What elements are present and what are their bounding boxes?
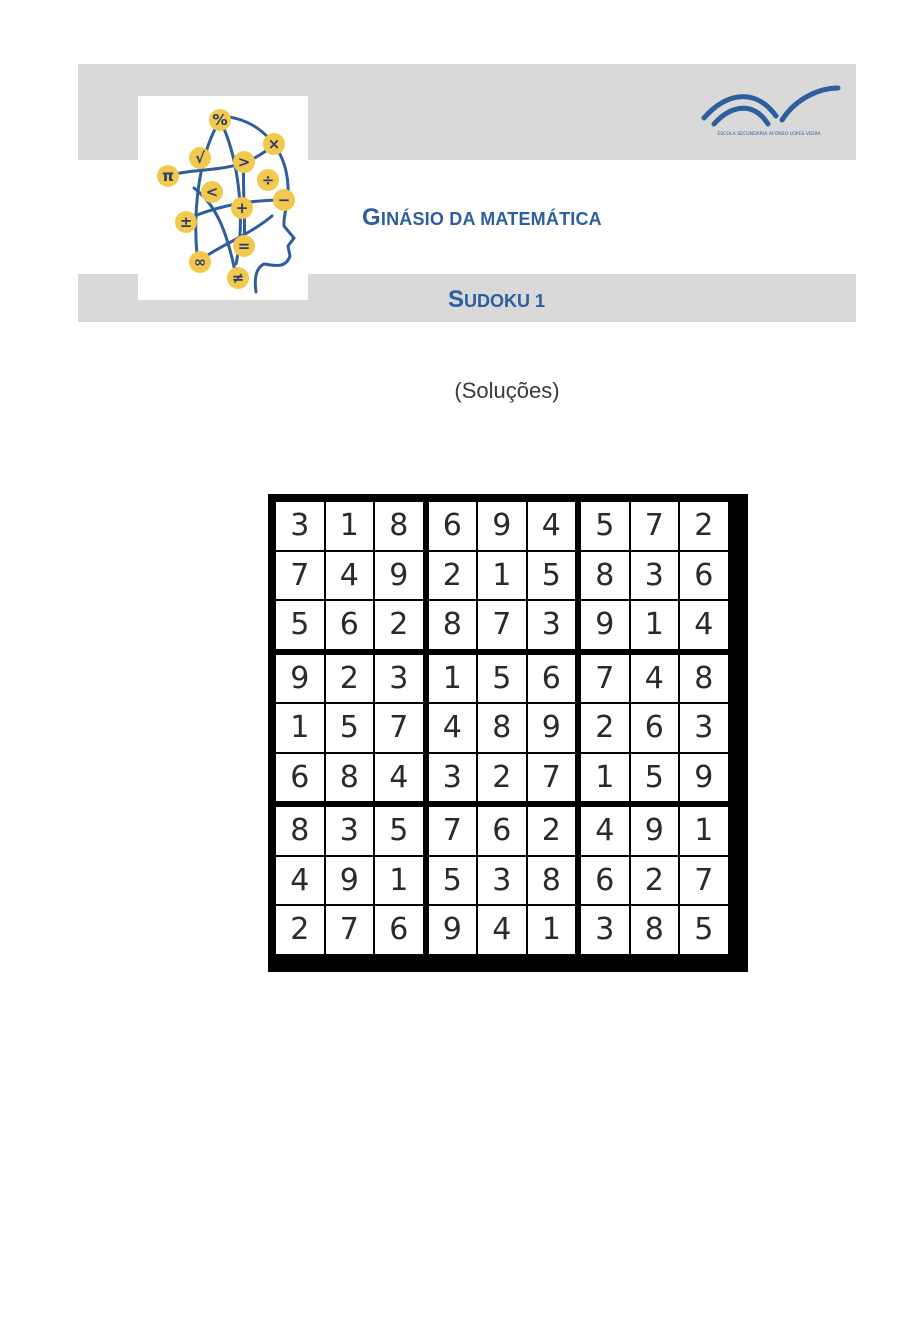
sudoku-cell-r7c5: 6 bbox=[478, 807, 526, 855]
sudoku-cell-r8c6: 8 bbox=[528, 857, 576, 905]
school-name-text: ESCOLA SECUNDÁRIA AFONSO LOPES VIEIRA bbox=[717, 132, 821, 137]
sudoku-cell-r4c4: 1 bbox=[429, 655, 477, 703]
logo-symbol-4: ÷ bbox=[261, 171, 275, 189]
sudoku-cell-r2c2: 4 bbox=[326, 552, 374, 600]
sudoku-cell-r1c5: 9 bbox=[478, 502, 526, 550]
sudoku-cell-r5c4: 4 bbox=[429, 704, 477, 752]
sudoku-cell-r6c6: 7 bbox=[528, 754, 576, 802]
sudoku-cell-r4c6: 6 bbox=[528, 655, 576, 703]
subtitle-rest: UDOKU 1 bbox=[464, 291, 546, 311]
sudoku-cell-r9c3: 6 bbox=[375, 906, 423, 954]
sudoku-cell-r8c9: 7 bbox=[680, 857, 728, 905]
sudoku-cell-r5c5: 8 bbox=[478, 704, 526, 752]
sudoku-cell-r1c6: 4 bbox=[528, 502, 576, 550]
logo-symbol-5: π bbox=[162, 167, 174, 185]
logo-symbol-3: > bbox=[237, 153, 251, 171]
logo-symbol-12: ≠ bbox=[231, 269, 245, 287]
sudoku-cell-r7c4: 7 bbox=[429, 807, 477, 855]
sudoku-cell-r6c8: 5 bbox=[631, 754, 679, 802]
sudoku-cell-r7c8: 9 bbox=[631, 807, 679, 855]
logo-symbol-7: + bbox=[235, 199, 249, 217]
sudoku-cell-r8c7: 6 bbox=[581, 857, 629, 905]
logo-symbol-8: − bbox=[277, 191, 291, 209]
logo-symbol-9: ± bbox=[179, 213, 193, 231]
sudoku-cell-r2c7: 8 bbox=[581, 552, 629, 600]
sudoku-cell-r5c8: 6 bbox=[631, 704, 679, 752]
page-subtitle bbox=[448, 286, 545, 314]
sudoku-cell-r8c3: 1 bbox=[375, 857, 423, 905]
sudoku-cell-r6c5: 2 bbox=[478, 754, 526, 802]
sudoku-cell-r2c8: 3 bbox=[631, 552, 679, 600]
sudoku-cell-r7c6: 2 bbox=[528, 807, 576, 855]
math-gym-logo bbox=[138, 96, 308, 300]
sudoku-cell-r7c2: 3 bbox=[326, 807, 374, 855]
sudoku-cell-r4c3: 3 bbox=[375, 655, 423, 703]
sudoku-cell-r3c8: 1 bbox=[631, 601, 679, 649]
sudoku-cell-r4c9: 8 bbox=[680, 655, 728, 703]
sudoku-cell-r5c9: 3 bbox=[680, 704, 728, 752]
sudoku-cell-r3c2: 6 bbox=[326, 601, 374, 649]
sudoku-grid bbox=[268, 494, 748, 972]
school-logo bbox=[696, 80, 842, 140]
sudoku-cell-r3c7: 9 bbox=[581, 601, 629, 649]
sudoku-cell-r6c1: 6 bbox=[276, 754, 324, 802]
sudoku-cell-r1c4: 6 bbox=[429, 502, 477, 550]
sudoku-cell-r9c8: 8 bbox=[631, 906, 679, 954]
sudoku-cell-r3c6: 3 bbox=[528, 601, 576, 649]
sudoku-cell-r5c3: 7 bbox=[375, 704, 423, 752]
sudoku-cell-r1c3: 8 bbox=[375, 502, 423, 550]
sudoku-cell-r6c2: 8 bbox=[326, 754, 374, 802]
sudoku-cell-r9c4: 9 bbox=[429, 906, 477, 954]
logo-symbol-11: ∞ bbox=[193, 253, 207, 271]
sudoku-cell-r2c1: 7 bbox=[276, 552, 324, 600]
sudoku-cell-r9c6: 1 bbox=[528, 906, 576, 954]
sudoku-cell-r5c7: 2 bbox=[581, 704, 629, 752]
sudoku-cell-r9c7: 3 bbox=[581, 906, 629, 954]
logo-symbol-6: < bbox=[205, 183, 219, 201]
sudoku-cell-r9c1: 2 bbox=[276, 906, 324, 954]
sudoku-cell-r5c6: 9 bbox=[528, 704, 576, 752]
title-rest: INÁSIO DA MATEMÁTICA bbox=[380, 209, 602, 229]
sudoku-cell-r8c4: 5 bbox=[429, 857, 477, 905]
sudoku-cell-r3c3: 2 bbox=[375, 601, 423, 649]
title-initial: G bbox=[362, 204, 381, 231]
sudoku-cell-r2c9: 6 bbox=[680, 552, 728, 600]
sudoku-cell-r7c7: 4 bbox=[581, 807, 629, 855]
sudoku-cell-r3c4: 8 bbox=[429, 601, 477, 649]
subtitle-initial: S bbox=[448, 286, 465, 313]
sudoku-cell-r5c2: 5 bbox=[326, 704, 374, 752]
sudoku-cell-r8c5: 3 bbox=[478, 857, 526, 905]
sudoku-cell-r4c7: 7 bbox=[581, 655, 629, 703]
sudoku-cell-r2c3: 9 bbox=[375, 552, 423, 600]
head-symbols-logo-icon bbox=[138, 96, 308, 300]
sudoku-cell-r8c1: 4 bbox=[276, 857, 324, 905]
sudoku-cell-r3c5: 7 bbox=[478, 601, 526, 649]
sudoku-cell-r9c2: 7 bbox=[326, 906, 374, 954]
sudoku-cell-r9c9: 5 bbox=[680, 906, 728, 954]
sudoku-cell-r1c7: 5 bbox=[581, 502, 629, 550]
sudoku-cell-r2c6: 5 bbox=[528, 552, 576, 600]
school-wave-logo-icon bbox=[696, 80, 842, 140]
logo-symbol-10: = bbox=[237, 237, 251, 255]
sudoku-cell-r8c8: 2 bbox=[631, 857, 679, 905]
sudoku-cell-r3c1: 5 bbox=[276, 601, 324, 649]
solutions-label: (Soluções) bbox=[454, 378, 560, 403]
sudoku-cell-r4c8: 4 bbox=[631, 655, 679, 703]
sudoku-cell-r1c2: 1 bbox=[326, 502, 374, 550]
sudoku-cell-r8c2: 9 bbox=[326, 857, 374, 905]
sudoku-cell-r6c3: 4 bbox=[375, 754, 423, 802]
page-title bbox=[362, 204, 602, 232]
logo-symbol-1: × bbox=[267, 135, 281, 153]
sudoku-cell-r6c7: 1 bbox=[581, 754, 629, 802]
logo-symbol-2: √ bbox=[194, 149, 206, 167]
sudoku-cell-r9c5: 4 bbox=[478, 906, 526, 954]
sudoku-cell-r6c4: 3 bbox=[429, 754, 477, 802]
sudoku-cell-r7c3: 5 bbox=[375, 807, 423, 855]
sudoku-cell-r1c8: 7 bbox=[631, 502, 679, 550]
sudoku-cell-r7c9: 1 bbox=[680, 807, 728, 855]
sudoku-cell-r2c5: 1 bbox=[478, 552, 526, 600]
sudoku-cell-r1c1: 3 bbox=[276, 502, 324, 550]
sudoku-cell-r2c4: 2 bbox=[429, 552, 477, 600]
sudoku-cell-r3c9: 4 bbox=[680, 601, 728, 649]
sudoku-cell-r4c1: 9 bbox=[276, 655, 324, 703]
sudoku-cell-r4c2: 2 bbox=[326, 655, 374, 703]
sudoku-cell-r1c9: 2 bbox=[680, 502, 728, 550]
logo-symbol-0: % bbox=[212, 111, 228, 129]
sudoku-cell-r4c5: 5 bbox=[478, 655, 526, 703]
sudoku-cell-r5c1: 1 bbox=[276, 704, 324, 752]
sudoku-cell-r6c9: 9 bbox=[680, 754, 728, 802]
sudoku-cell-r7c1: 8 bbox=[276, 807, 324, 855]
